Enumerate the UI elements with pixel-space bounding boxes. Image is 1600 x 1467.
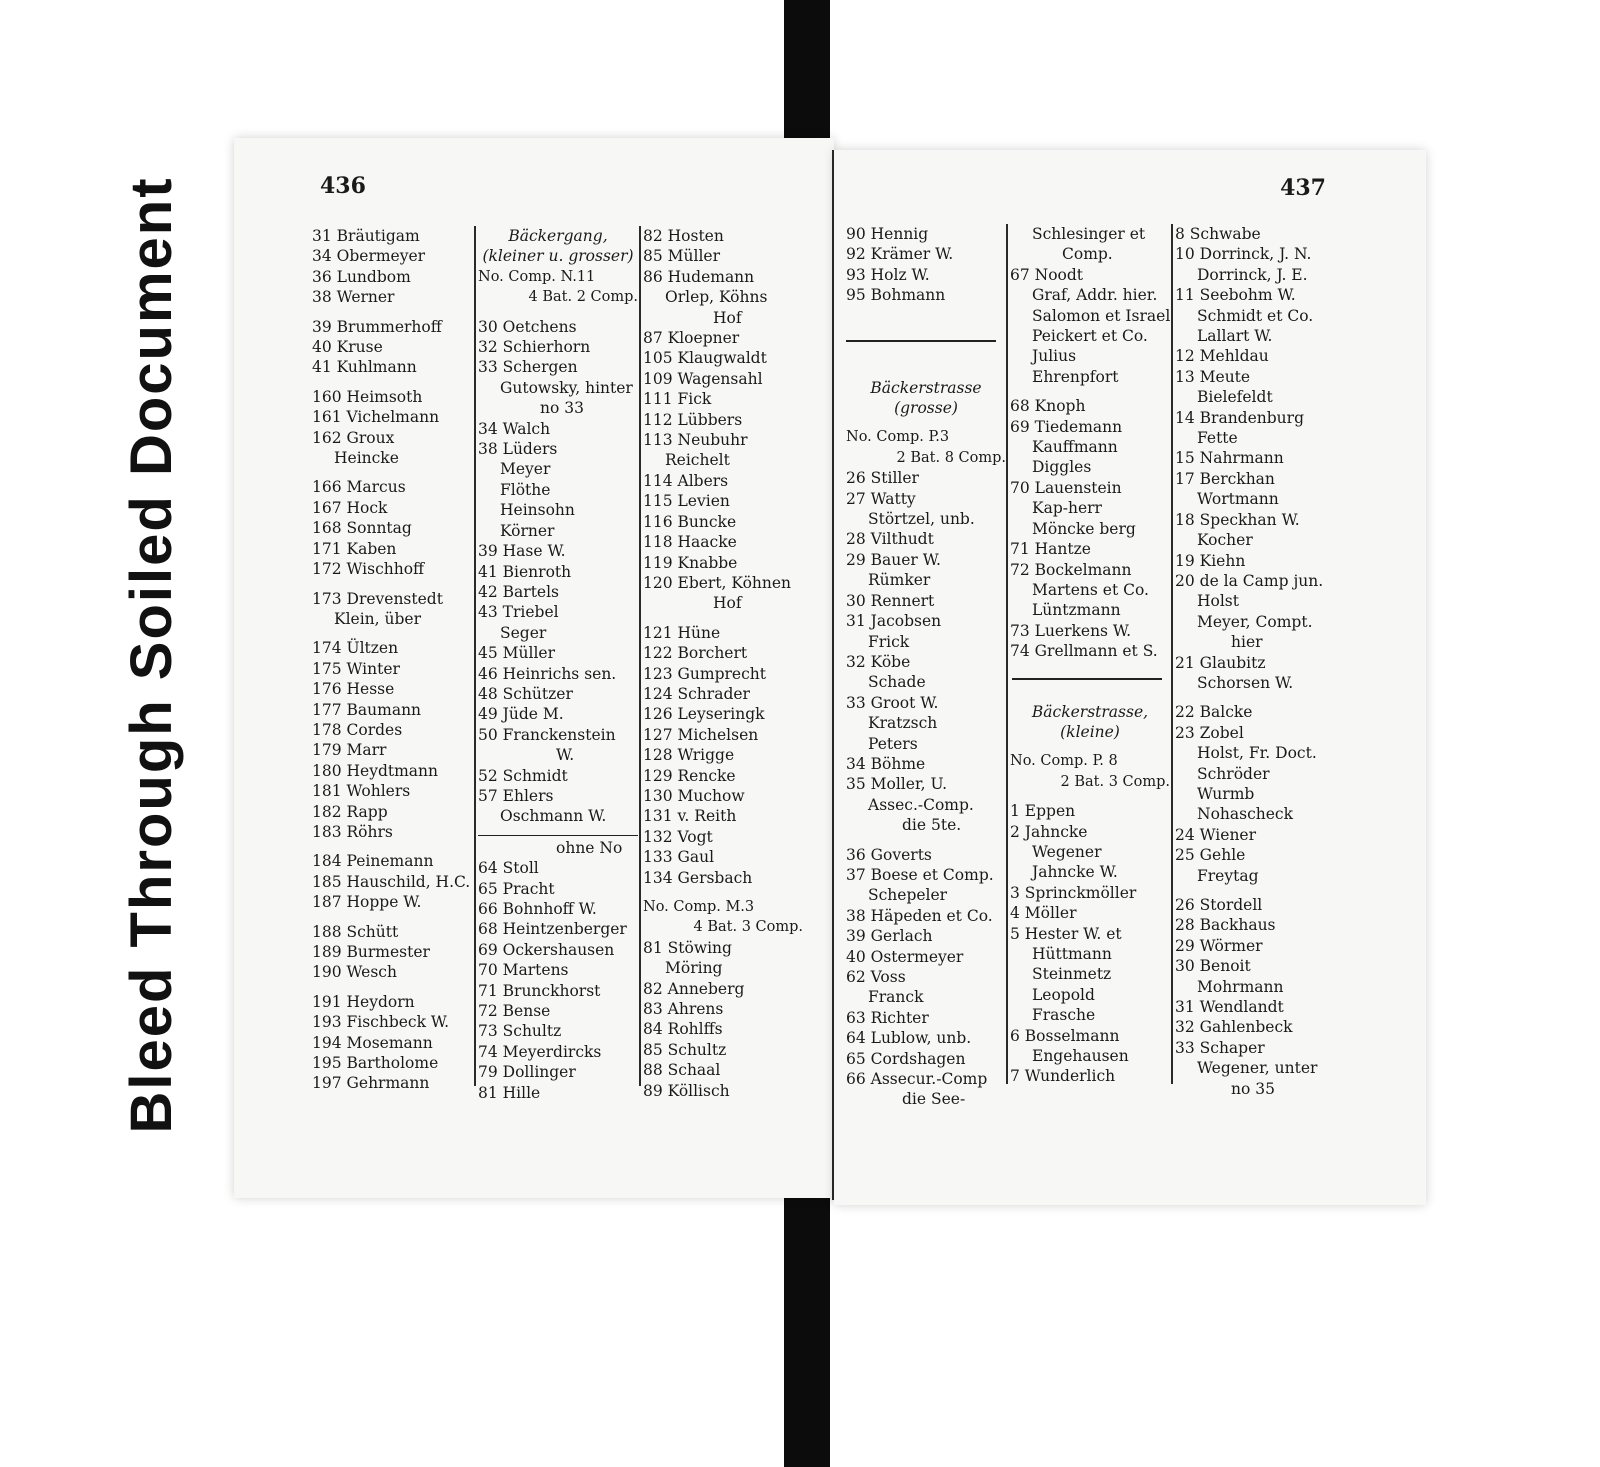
list-item: 93 Holz W. bbox=[846, 265, 930, 284]
list-item: 87 Kloepner bbox=[643, 329, 740, 348]
list-item: 23 Zobel bbox=[1175, 723, 1244, 742]
list-item: 118 Haacke bbox=[643, 533, 737, 552]
list-item: 171 Kaben bbox=[312, 539, 397, 558]
street-heading: (grosse) bbox=[894, 399, 958, 418]
list-item: 30 Oetchens bbox=[478, 317, 577, 336]
column bbox=[1010, 224, 1170, 1087]
list-item: 31 Bräutigam bbox=[312, 227, 420, 245]
column-divider bbox=[1006, 224, 1008, 1084]
column-divider bbox=[639, 226, 641, 1086]
list-item: Schade bbox=[868, 673, 926, 692]
list-item: Graf, Addr. hier. bbox=[1032, 286, 1158, 305]
list-item: Rümker bbox=[868, 571, 931, 590]
list-item: Flöthe bbox=[500, 480, 551, 499]
list-item: 70 Lauenstein bbox=[1010, 478, 1122, 497]
list-item: 185 Hauschild, H.C. bbox=[312, 872, 471, 891]
list-item: 81 Stöwing bbox=[643, 938, 732, 957]
list-item: 10 Dorrinck, J. N. bbox=[1175, 245, 1312, 264]
street-heading: Bäckerstrasse, bbox=[1031, 702, 1149, 721]
list-item: 3 Sprinckmöller bbox=[1010, 883, 1137, 902]
list-item: 57 Ehlers bbox=[478, 786, 554, 805]
list-item: 69 Ockershausen bbox=[478, 940, 615, 959]
list-item: 20 de la Camp jun. bbox=[1175, 571, 1324, 590]
list-item: Klein, über bbox=[334, 609, 421, 628]
list-item: 12 Mehldau bbox=[1175, 347, 1269, 366]
list-item: 72 Bense bbox=[478, 1002, 551, 1021]
list-item: 5 Hester W. et bbox=[1010, 924, 1122, 943]
list-item: 132 Vogt bbox=[643, 827, 713, 846]
street-heading: Bäckergang, bbox=[508, 227, 608, 245]
list-item: 173 Drevenstedt bbox=[312, 589, 443, 608]
list-item: Schorsen W. bbox=[1197, 673, 1294, 692]
list-item: Julius bbox=[1032, 347, 1077, 366]
list-item: 33 Schergen bbox=[478, 358, 578, 377]
list-item: 95 Bohmann bbox=[846, 286, 946, 305]
side-label: Bleed Through Soiled Document bbox=[119, 176, 184, 1134]
list-item: 92 Krämer W. bbox=[846, 245, 954, 264]
list-item: 68 Knoph bbox=[1010, 397, 1086, 416]
list-item: 30 Rennert bbox=[846, 591, 935, 610]
list-item: Lüntzmann bbox=[1032, 601, 1121, 620]
list-item: 174 Ültzen bbox=[312, 639, 399, 658]
list-item: 112 Lübbers bbox=[643, 410, 743, 429]
list-item: Franck bbox=[868, 988, 924, 1007]
list-item: Wegener, unter bbox=[1197, 1059, 1318, 1078]
list-item: 31 Wendlandt bbox=[1175, 998, 1284, 1017]
list-item: 123 Gumprecht bbox=[643, 664, 766, 683]
street-heading: Bäckerstrasse bbox=[870, 378, 982, 397]
list-item: 131 v. Reith bbox=[643, 807, 737, 826]
list-item: 183 Röhrs bbox=[312, 822, 393, 841]
list-item: 72 Bockelmann bbox=[1010, 560, 1132, 579]
list-item: 115 Levien bbox=[643, 492, 730, 511]
list-item: 31 Jacobsen bbox=[846, 612, 942, 631]
list-item: 39 Gerlach bbox=[846, 927, 933, 946]
list-item: 83 Ahrens bbox=[643, 1000, 724, 1019]
list-item: 49 Jüde M. bbox=[478, 705, 564, 724]
list-item: 38 Lüders bbox=[478, 440, 558, 459]
list-item: Holst, Fr. Doct. bbox=[1197, 744, 1317, 763]
list-item: 24 Wiener bbox=[1175, 825, 1257, 844]
list-item: 26 Stordell bbox=[1175, 896, 1263, 914]
list-item: Möncke berg bbox=[1032, 519, 1136, 538]
list-item: Kauffmann bbox=[1032, 438, 1118, 457]
list-item: 39 Brummerhoff bbox=[312, 317, 442, 336]
list-item: Comp. bbox=[1062, 245, 1113, 264]
list-item: 189 Burmester bbox=[312, 943, 430, 961]
list-item: 63 Richter bbox=[846, 1008, 929, 1027]
list-item: Steinmetz bbox=[1032, 965, 1112, 984]
list-item: Freytag bbox=[1197, 866, 1259, 885]
section-rule bbox=[1012, 678, 1162, 680]
company-line: No. Comp. M.3 bbox=[643, 899, 755, 915]
list-item: 22 Balcke bbox=[1175, 703, 1253, 722]
list-item: Engehausen bbox=[1032, 1047, 1129, 1066]
list-item: 7 Wunderlich bbox=[1010, 1067, 1116, 1086]
list-item: 45 Müller bbox=[478, 644, 556, 663]
list-item: W. bbox=[556, 746, 575, 765]
list-item: 34 Böhme bbox=[846, 754, 926, 773]
binding-strip-top bbox=[784, 0, 830, 147]
company-line: No. Comp. P. 8 bbox=[1010, 753, 1118, 770]
street-heading: (kleiner u. grosser) bbox=[482, 247, 634, 266]
list-item: ohne No bbox=[478, 835, 638, 858]
column-divider bbox=[1171, 224, 1173, 1084]
list-item: Heinsohn bbox=[500, 501, 575, 520]
list-item: 38 Häpeden et Co. bbox=[846, 906, 993, 925]
list-item: 85 Schultz bbox=[643, 1040, 727, 1059]
list-item: 68 Heintzenberger bbox=[478, 920, 627, 939]
list-item: Diggles bbox=[1032, 458, 1092, 477]
list-item: Kocher bbox=[1197, 531, 1253, 550]
list-item: 85 Müller bbox=[643, 247, 721, 266]
list-item: Schlesinger et bbox=[1032, 225, 1146, 243]
company-line: 4 Bat. 2 Comp. bbox=[528, 289, 638, 306]
section-rule bbox=[846, 340, 996, 342]
list-item: Heincke bbox=[334, 449, 399, 468]
list-item: 15 Nahrmann bbox=[1175, 449, 1284, 468]
list-item: 32 Gahlenbeck bbox=[1175, 1018, 1293, 1037]
list-item: Möring bbox=[665, 959, 723, 978]
list-item: Gutowsky, hinter bbox=[500, 378, 633, 397]
list-item: 21 Glaubitz bbox=[1175, 653, 1266, 672]
list-item: 190 Wesch bbox=[312, 963, 397, 982]
list-item: 86 Hudemann bbox=[643, 267, 755, 286]
list-item: 50 Franckenstein bbox=[478, 725, 616, 744]
list-item: 39 Hase W. bbox=[478, 542, 566, 561]
company-line: No. Comp. P.3 bbox=[846, 429, 950, 446]
list-item: 126 Leyseringk bbox=[643, 705, 765, 724]
list-item: 124 Schrader bbox=[643, 684, 750, 703]
list-item: 89 Köllisch bbox=[643, 1081, 730, 1100]
list-item: no 33 bbox=[540, 399, 584, 418]
list-item: 90 Hennig bbox=[846, 225, 929, 243]
list-item: 37 Boese et Comp. bbox=[846, 865, 994, 884]
list-item: 65 Pracht bbox=[478, 879, 555, 898]
list-item: 193 Fischbeck W. bbox=[312, 1013, 450, 1032]
list-item: Wortmann bbox=[1197, 490, 1279, 509]
list-item: 113 Neubuhr bbox=[643, 431, 748, 450]
company-line: 2 Bat. 3 Comp. bbox=[1060, 773, 1170, 790]
list-item: 79 Dollinger bbox=[478, 1063, 576, 1082]
list-item: 6 Bosselmann bbox=[1010, 1026, 1120, 1045]
list-item: 194 Mosemann bbox=[312, 1033, 433, 1052]
left-page bbox=[234, 138, 834, 1198]
column bbox=[1175, 224, 1345, 1099]
list-item: 82 Hosten bbox=[643, 227, 724, 245]
list-item: 36 Lundbom bbox=[312, 267, 411, 286]
list-item: 134 Gersbach bbox=[643, 868, 753, 887]
list-item: Lallart W. bbox=[1197, 327, 1273, 346]
list-item: 33 Groot W. bbox=[846, 693, 939, 712]
list-item: 62 Voss bbox=[846, 968, 906, 986]
list-item: 71 Hantze bbox=[1010, 540, 1091, 559]
list-item: 180 Heydtmann bbox=[312, 761, 439, 780]
list-item: 25 Gehle bbox=[1175, 846, 1246, 865]
list-item: Störtzel, unb. bbox=[868, 510, 975, 529]
list-item: 197 Gehrmann bbox=[312, 1074, 430, 1093]
list-item: 70 Martens bbox=[478, 961, 569, 980]
list-item: die See- bbox=[902, 1090, 966, 1109]
list-item: 18 Speckhan W. bbox=[1175, 510, 1300, 529]
list-item: hier bbox=[1231, 633, 1263, 652]
list-item: Peters bbox=[868, 734, 918, 753]
list-item: 19 Kiehn bbox=[1175, 551, 1246, 570]
list-item: 109 Wagensahl bbox=[643, 369, 763, 388]
list-item: 48 Schützer bbox=[478, 684, 573, 703]
list-item: Hof bbox=[713, 308, 742, 327]
list-item: 27 Watty bbox=[846, 489, 916, 508]
list-item: 69 Tiedemann bbox=[1010, 417, 1123, 436]
list-item: Salomon et Israel bbox=[1032, 306, 1170, 325]
list-item: 187 Hoppe W. bbox=[312, 893, 422, 912]
list-item: 29 Wörmer bbox=[1175, 936, 1263, 955]
list-item: Wegener bbox=[1032, 842, 1102, 861]
list-item: 168 Sonntag bbox=[312, 519, 412, 538]
list-item: 64 Stoll bbox=[478, 859, 539, 878]
list-item: Orlep, Köhns bbox=[665, 288, 768, 307]
list-item: 4 Möller bbox=[1010, 904, 1077, 923]
list-item: 160 Heimsoth bbox=[312, 387, 423, 406]
list-item: 73 Luerkens W. bbox=[1010, 621, 1132, 640]
list-item: 66 Bohnhoff W. bbox=[478, 900, 597, 918]
right-page bbox=[834, 150, 1426, 1205]
list-item: 74 Grellmann et S. bbox=[1010, 642, 1158, 661]
list-item: 178 Cordes bbox=[312, 720, 403, 739]
list-item: 28 Vilthudt bbox=[846, 530, 934, 549]
list-item: Meyer, Compt. bbox=[1197, 612, 1313, 631]
list-item: 129 Rencke bbox=[643, 766, 736, 785]
list-item: 40 Ostermeyer bbox=[846, 947, 964, 966]
list-item: 105 Klaugwaldt bbox=[643, 349, 767, 368]
column bbox=[643, 226, 803, 1101]
list-item: 34 Walch bbox=[478, 419, 551, 438]
list-item: 195 Bartholome bbox=[312, 1054, 439, 1073]
list-item: Holst bbox=[1197, 592, 1239, 611]
column-divider bbox=[474, 226, 476, 1086]
list-item: 28 Backhaus bbox=[1175, 916, 1276, 935]
list-item: Schröder bbox=[1197, 764, 1270, 783]
column bbox=[312, 226, 474, 1094]
list-item: 127 Michelsen bbox=[643, 725, 759, 744]
list-item: 176 Hesse bbox=[312, 680, 395, 699]
list-item: 82 Anneberg bbox=[643, 979, 745, 998]
list-item: Nohascheck bbox=[1197, 805, 1293, 824]
list-item: Oschmann W. bbox=[500, 807, 607, 826]
list-item: Peickert et Co. bbox=[1032, 327, 1148, 346]
list-item: Hof bbox=[713, 594, 742, 613]
list-item: Frick bbox=[868, 632, 910, 651]
list-item: 41 Kuhlmann bbox=[312, 358, 417, 377]
list-item: 119 Knabbe bbox=[643, 553, 738, 572]
list-item: 29 Bauer W. bbox=[846, 550, 941, 569]
list-item: 42 Bartels bbox=[478, 582, 560, 601]
list-item: Körner bbox=[500, 521, 555, 540]
list-item: Assec.-Comp. bbox=[868, 795, 974, 814]
list-item: 175 Winter bbox=[312, 659, 400, 678]
list-item: 17 Berckhan bbox=[1175, 469, 1275, 488]
list-item: 13 Meute bbox=[1175, 367, 1251, 386]
list-item: 74 Meyerdircks bbox=[478, 1042, 602, 1061]
company-line: 4 Bat. 3 Comp. bbox=[693, 919, 803, 936]
list-item: 30 Benoit bbox=[1175, 957, 1251, 976]
list-item: 177 Baumann bbox=[312, 700, 422, 719]
list-item: 66 Assecur.-Comp bbox=[846, 1070, 988, 1089]
list-item: 52 Schmidt bbox=[478, 766, 568, 785]
list-item: 46 Heinrichs sen. bbox=[478, 664, 617, 683]
list-item: 32 Schierhorn bbox=[478, 338, 591, 357]
page-number: 436 bbox=[320, 173, 366, 199]
list-item: 32 Köbe bbox=[846, 652, 911, 671]
list-item: Kratzsch bbox=[868, 714, 938, 733]
list-item: 38 Werner bbox=[312, 288, 395, 307]
list-item: Schmidt et Co. bbox=[1197, 306, 1314, 325]
list-item: 35 Moller, U. bbox=[846, 775, 948, 794]
list-item: Leopold bbox=[1032, 985, 1095, 1004]
list-item: 184 Peinemann bbox=[312, 852, 434, 871]
list-item: 130 Muchow bbox=[643, 786, 745, 805]
column bbox=[846, 224, 1006, 1110]
list-item: 14 Brandenburg bbox=[1175, 408, 1304, 427]
list-item: 73 Schultz bbox=[478, 1022, 562, 1041]
list-item: 71 Brunckhorst bbox=[478, 981, 601, 1000]
list-item: 162 Groux bbox=[312, 428, 395, 447]
list-item: Seger bbox=[500, 623, 547, 642]
list-item: 26 Stiller bbox=[846, 469, 919, 488]
street-heading: (kleine) bbox=[1060, 722, 1120, 741]
list-item: 179 Marr bbox=[312, 741, 387, 760]
list-item: 161 Vichelmann bbox=[312, 408, 440, 427]
list-item: 33 Schaper bbox=[1175, 1038, 1265, 1057]
list-item: 166 Marcus bbox=[312, 478, 406, 497]
list-item: 41 Bienroth bbox=[478, 562, 572, 581]
list-item: Hüttmann bbox=[1032, 945, 1112, 963]
list-item: 84 Rohlffs bbox=[643, 1020, 723, 1039]
list-item: 2 Jahncke bbox=[1010, 822, 1088, 841]
list-item: 191 Heydorn bbox=[312, 992, 415, 1011]
list-item: 188 Schütt bbox=[312, 922, 399, 941]
column bbox=[478, 226, 638, 1103]
list-item: 172 Wischhoff bbox=[312, 560, 425, 579]
list-item: 36 Goverts bbox=[846, 845, 932, 864]
list-item: 122 Borchert bbox=[643, 644, 748, 663]
list-item: Reichelt bbox=[665, 451, 730, 470]
list-item: 133 Gaul bbox=[643, 848, 715, 867]
list-item: no 35 bbox=[1231, 1079, 1275, 1098]
list-item: 1 Eppen bbox=[1010, 802, 1076, 821]
list-item: Fette bbox=[1197, 429, 1238, 448]
list-item: 40 Kruse bbox=[312, 338, 383, 357]
list-item: 64 Lublow, unb. bbox=[846, 1029, 972, 1048]
list-item: Mohrmann bbox=[1197, 977, 1284, 996]
list-item: 88 Schaal bbox=[643, 1061, 721, 1080]
list-item: Schepeler bbox=[868, 886, 948, 905]
binding-strip-bottom bbox=[784, 1196, 830, 1467]
list-item: Ehrenpfort bbox=[1032, 367, 1119, 386]
list-item: 67 Noodt bbox=[1010, 265, 1084, 284]
list-item: 181 Wohlers bbox=[312, 782, 411, 801]
list-item: 121 Hüne bbox=[643, 623, 721, 642]
list-item: Dorrinck, J. E. bbox=[1197, 265, 1308, 284]
company-line: No. Comp. N.11 bbox=[478, 268, 596, 285]
list-item: 167 Hock bbox=[312, 498, 388, 517]
list-item: Martens et Co. bbox=[1032, 580, 1149, 599]
list-item: 128 Wrigge bbox=[643, 746, 735, 765]
list-item: 114 Albers bbox=[643, 471, 729, 490]
list-item: 182 Rapp bbox=[312, 802, 388, 821]
list-item: 11 Seebohm W. bbox=[1175, 286, 1296, 305]
list-item: 43 Triebel bbox=[478, 603, 559, 622]
company-line: 2 Bat. 8 Comp. bbox=[896, 449, 1006, 466]
list-item: die 5te. bbox=[902, 816, 962, 835]
page-number: 437 bbox=[1280, 175, 1326, 201]
list-item: 34 Obermeyer bbox=[312, 247, 426, 266]
list-item: Kap-herr bbox=[1032, 499, 1102, 518]
list-item: Bielefeldt bbox=[1197, 388, 1273, 407]
list-item: 8 Schwabe bbox=[1175, 225, 1261, 243]
list-item: Frasche bbox=[1032, 1006, 1096, 1025]
list-item: 120 Ebert, Köhnen bbox=[643, 573, 792, 592]
list-item: Wurmb bbox=[1197, 784, 1255, 803]
list-item: Jahncke W. bbox=[1032, 863, 1118, 882]
list-item: 81 Hille bbox=[478, 1083, 541, 1102]
list-item: 116 Buncke bbox=[643, 512, 737, 531]
list-item: 111 Fick bbox=[643, 390, 712, 409]
list-item: 65 Cordshagen bbox=[846, 1049, 966, 1068]
list-item: Meyer bbox=[500, 460, 551, 479]
